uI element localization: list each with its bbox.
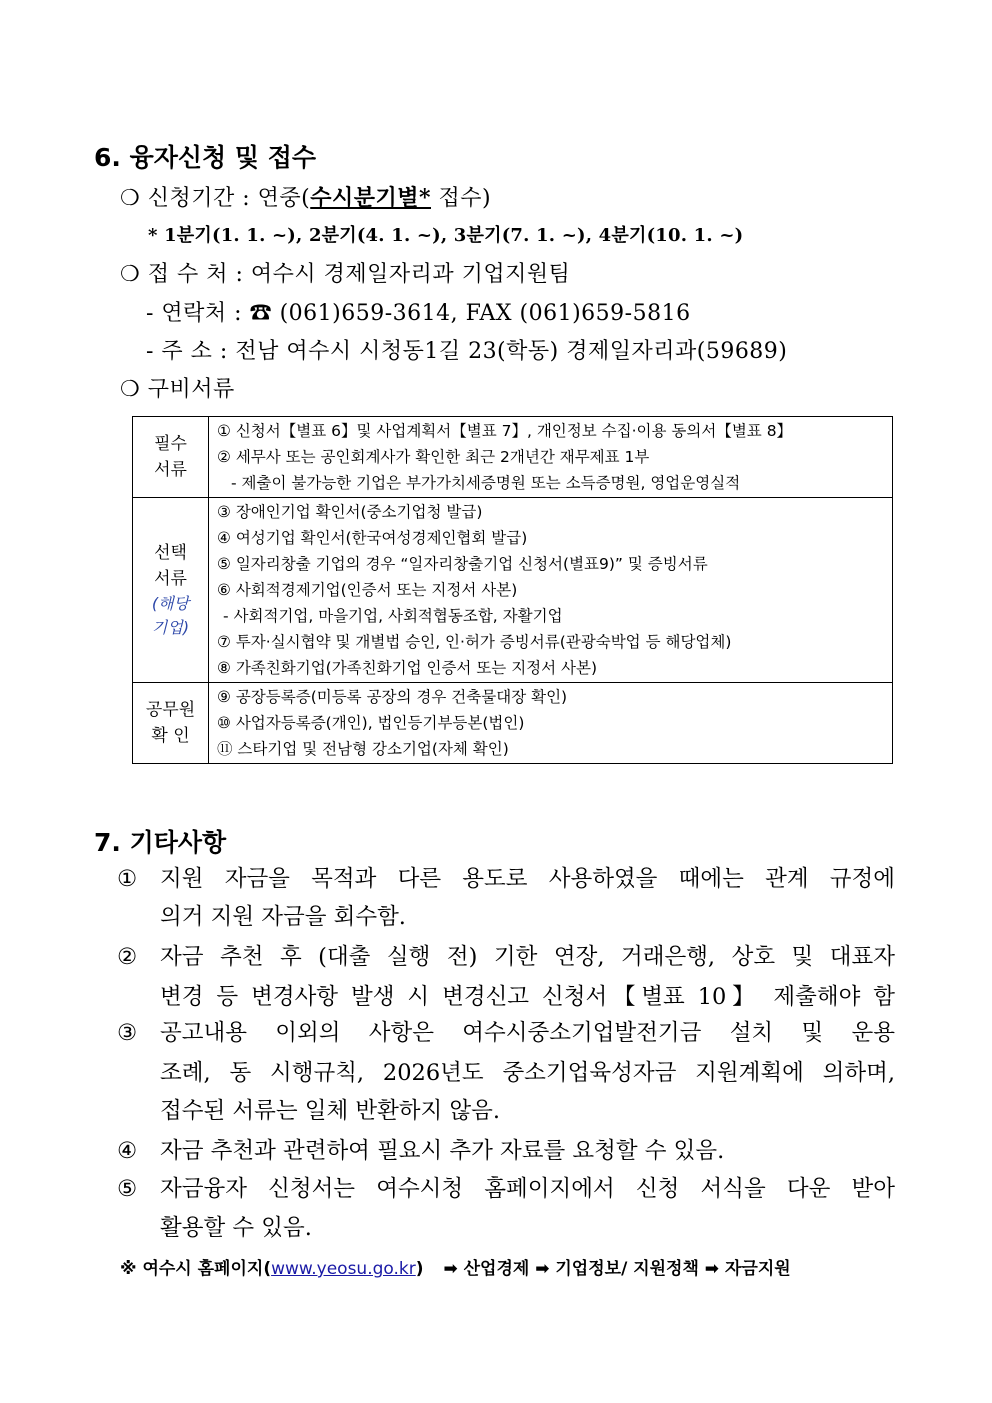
- note-number: ③: [117, 1020, 138, 1046]
- homepage-path: [120, 1254, 791, 1279]
- list-item: ⑪ 스타기업 및 전남형 강소기업(자체 확인): [217, 740, 509, 758]
- section-6-title: 6. 융자신청 및 접수: [94, 143, 317, 172]
- required-items: [209, 417, 893, 498]
- period-after: 접수): [431, 186, 492, 211]
- note-number: ④: [117, 1138, 138, 1164]
- path-prefix: ※ 여수시 홈페이지(: [120, 1259, 272, 1279]
- quarters-note: * 1분기(1. 1. ~), 2분기(4. 1. ~), 3분기(7. 1. ~), 4분기(10. 1. ~): [148, 225, 744, 246]
- application-period: [120, 181, 491, 212]
- list-item: ② 세무사 또는 공인회계사가 확인한 최근 2개년간 재무제표 1부: [217, 448, 650, 466]
- note-number: ⑤: [117, 1176, 138, 1202]
- bullet: ❍: [120, 377, 141, 402]
- office-text: 접 수 처 : 여수시 경제일자리과 기업지원팀: [147, 262, 571, 287]
- table-row-official: [133, 683, 893, 764]
- note-line: 지원 자금을 목적과 다른 용도로 사용하였을 때에는 관계 규정에: [160, 866, 895, 892]
- note-line: 활용할 수 있음.: [160, 1215, 312, 1241]
- list-item: ⑦ 투자·실시협약 및 개별법 승인, 인·허가 증빙서류(관광숙박업 등 해당업체): [217, 633, 732, 651]
- homepage-link[interactable]: www.yeosu.go.kr: [271, 1259, 416, 1279]
- list-item: ⑤ 일자리창출 기업의 경우 “일자리창출기업 신청서(별표9)” 및 증빙서류: [217, 555, 708, 573]
- note-line: 조례, 동 시행규칙, 2026년도 중소기업육성자금 지원계획에 의하며,: [160, 1060, 895, 1086]
- list-item: ④ 여성기업 확인서(한국여성경제인협회 발급): [217, 529, 528, 547]
- list-item: - 제출이 불가능한 기업은 부가가치세증명원 또는 소득증명원, 영업운영실적: [231, 474, 741, 492]
- contact-line: - 연락처 : ☎ (061)659-3614, FAX (061)659-5816: [146, 301, 691, 326]
- bullet: ❍: [120, 262, 141, 287]
- documents-heading: [120, 372, 235, 403]
- note-line: 의거 지원 자금을 회수함.: [160, 904, 406, 930]
- list-item: - 사회적기업, 마을기업, 사회적협동조합, 자활기업: [223, 607, 563, 625]
- optional-label: 선택 서류 (해당 기업): [133, 498, 209, 683]
- period-label: 신청기간 : 연중(: [147, 186, 311, 211]
- note-line: 공고내용 이외의 사항은 여수시중소기업발전기금 설치 및 운용: [160, 1020, 895, 1046]
- required-label: 필수 서류: [133, 417, 209, 498]
- navigation-path: ➡ 산업경제 ➡ 기업정보/ 지원정책 ➡ 자금지원: [443, 1259, 791, 1279]
- list-item: ③ 장애인기업 확인서(중소기업청 발급): [217, 503, 483, 521]
- table-row-optional: [133, 498, 893, 683]
- note-line: 변경 등 변경사항 발생 시 변경신고 신청서【별표 10】 제출해야 함: [160, 984, 895, 1010]
- reception-office: [120, 257, 570, 288]
- note-line: 자금 추천과 관련하여 필요시 추가 자료를 요청할 수 있음.: [160, 1138, 725, 1164]
- list-item: ⑩ 사업자등록증(개인), 법인등기부등본(법인): [217, 714, 525, 732]
- table-row-required: [133, 417, 893, 498]
- official-items: [209, 683, 893, 764]
- documents-heading-text: 구비서류: [147, 377, 235, 402]
- optional-items: [209, 498, 893, 683]
- bullet: ❍: [120, 186, 141, 211]
- period-emphasis: 수시분기별*: [310, 185, 431, 211]
- note-line: 자금 추천 후 (대출 실행 전) 기한 연장, 거래은행, 상호 및 대표자: [160, 944, 895, 970]
- official-label: 공무원 확 인: [133, 683, 209, 764]
- note-line: 자금융자 신청서는 여수시청 홈페이지에서 신청 서식을 다운 받아: [160, 1176, 895, 1202]
- section-7-title: 7. 기타사항: [94, 828, 227, 857]
- list-item: ⑥ 사회적경제기업(인증서 또는 지정서 사본): [217, 581, 518, 599]
- note-number: ②: [117, 944, 138, 970]
- path-suffix: ): [415, 1259, 424, 1279]
- list-item: ① 신청서【별표 6】및 사업계획서【별표 7】, 개인정보 수집·이용 동의서【별표 8】: [217, 422, 793, 440]
- list-item: ⑧ 가족친화기업(가족친화기업 인증서 또는 지정서 사본): [217, 659, 598, 677]
- documents-table: [132, 416, 893, 764]
- note-number: ①: [117, 866, 138, 892]
- note-line: 접수된 서류는 일체 반환하지 않음.: [160, 1098, 501, 1124]
- list-item: ⑨ 공장등록증(미등록 공장의 경우 건축물대장 확인): [217, 688, 568, 706]
- address-line: - 주 소 : 전남 여수시 시청동1길 23(학동) 경제일자리과(59689): [146, 339, 788, 364]
